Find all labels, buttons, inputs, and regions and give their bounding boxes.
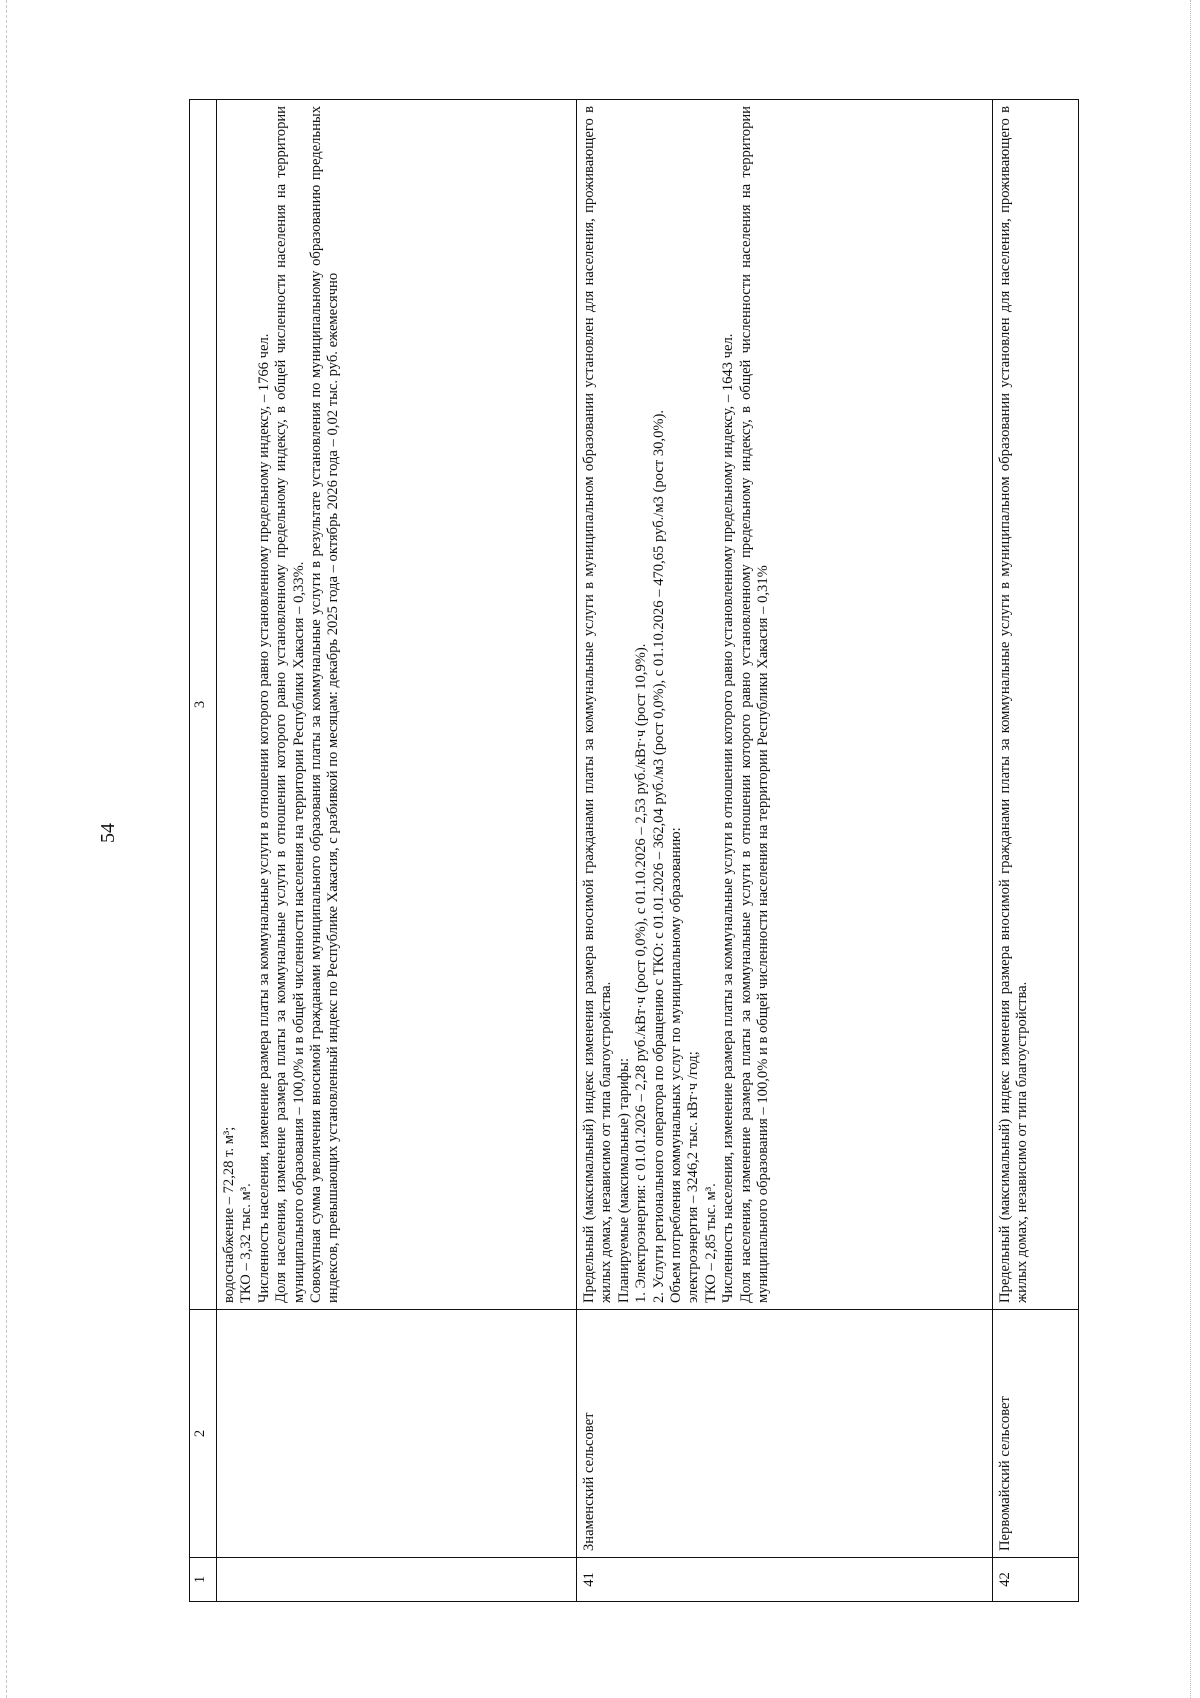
tariff-table	[189, 99, 1079, 1602]
table-row-continuation	[217, 100, 577, 1602]
header-col-1: 1	[190, 1558, 217, 1602]
municipality-cell	[217, 1310, 577, 1558]
paragraph: 2. Услуги регионального оператора по обращению с ТКО: с 01.01.2026 – 362,04 руб./м3 (рост 0,0%), с 01.10.2026 – 470,65 руб./м3 (рост 30,0%).	[650, 409, 667, 1303]
row-number-cell	[217, 1558, 577, 1602]
landscape-table-frame	[189, 100, 1079, 1602]
rotated-table-wrapper	[189, 100, 1079, 1602]
paragraph: водоснабжение – 72,28 т. м³;	[221, 1126, 237, 1303]
paragraph: Предельный (максимальный) индекс изменения размера вносимой гражданами платы за коммунальные услуги в муниципальном образовании установлен для населения, проживающего в жилых домах, независимо от типа благоустройства.	[997, 106, 1031, 1303]
paragraph: Планируемые (максимальные) тарифы:	[615, 1058, 632, 1303]
paragraph: 1. Электроэнергия: с 01.01.2026 – 2,28 руб./кВт·ч (рост 0,0%), с 01.10.2026 – 2,53 руб./кВт·ч (рост 10,9%).	[633, 643, 650, 1303]
paragraph: Предельный (максимальный) индекс изменения размера вносимой гражданами платы за коммунальные услуги в муниципальном образовании установлен для населения, проживающего в жилых домах, независимо от типа благоустройства.	[581, 106, 615, 1303]
table-row	[993, 100, 1079, 1602]
page-number: 54	[97, 823, 119, 843]
paragraph: ТКО – 3,32 тыс. м³.	[238, 1183, 255, 1303]
header-col-2: 2	[190, 1310, 217, 1558]
municipality-cell: Знаменский сельсовет	[577, 1310, 993, 1558]
paragraph: Численность населения, изменение размера платы за коммунальные услуги в отношении которого равно установленному предельному индексу, – 1766 чел.	[255, 333, 272, 1303]
paragraph: Объем потребления коммунальных услуг по муниципальному образованию:	[668, 827, 685, 1303]
content-cell	[993, 100, 1079, 1310]
paragraph: Доля населения, изменение размера платы за коммунальные услуги в отношении которого равно установленному предельному индексу, в общей численности населения на территории муниципального образования – 100,0% и в общей численности населения на территории Республики Хакасия – 0,31%	[737, 106, 772, 1303]
paragraph: Совокупная сумма увеличения вносимой гражданами муниципального образования платы за коммунальные услуги в результате установления по муниципальному образованию предельных индексов, превышающих установленный индекс по Республике Хакасия, с разбивкой по месяцам: декабрь 2025 года – октябрь 2026 года – 0,02 тыс. руб. ежемесячно	[308, 106, 342, 1303]
table-header-row	[190, 100, 217, 1602]
content-cell	[577, 100, 993, 1310]
row-number-cell: 41	[577, 1558, 993, 1602]
header-col-3: 3	[190, 100, 217, 1310]
paragraph: электроэнергия – 3246,2 тыс. кВт·ч /год;	[685, 1051, 702, 1303]
table-row	[577, 100, 993, 1602]
paragraph: Численность населения, изменение размера платы за коммунальные услуги в отношении которого равно установленному предельному индексу, – 1643 чел.	[720, 333, 737, 1303]
row-number-cell: 42	[993, 1558, 1079, 1602]
content-cell	[217, 100, 577, 1310]
scan-edge-right	[1190, 0, 1192, 1698]
scan-edge-left	[6, 0, 8, 1698]
paragraph: ТКО – 2,85 тыс. м³.	[702, 1183, 719, 1303]
municipality-cell: Первомайский сельсовет	[993, 1310, 1079, 1558]
paragraph: Доля населения, изменение размера платы за коммунальные услуги в отношении которого равно установленному предельному индексу, в общей численности населения на территории муниципального образования – 100,0% и в общей численности населения на территории Республики Хакасия – 0,33%.	[273, 106, 307, 1303]
